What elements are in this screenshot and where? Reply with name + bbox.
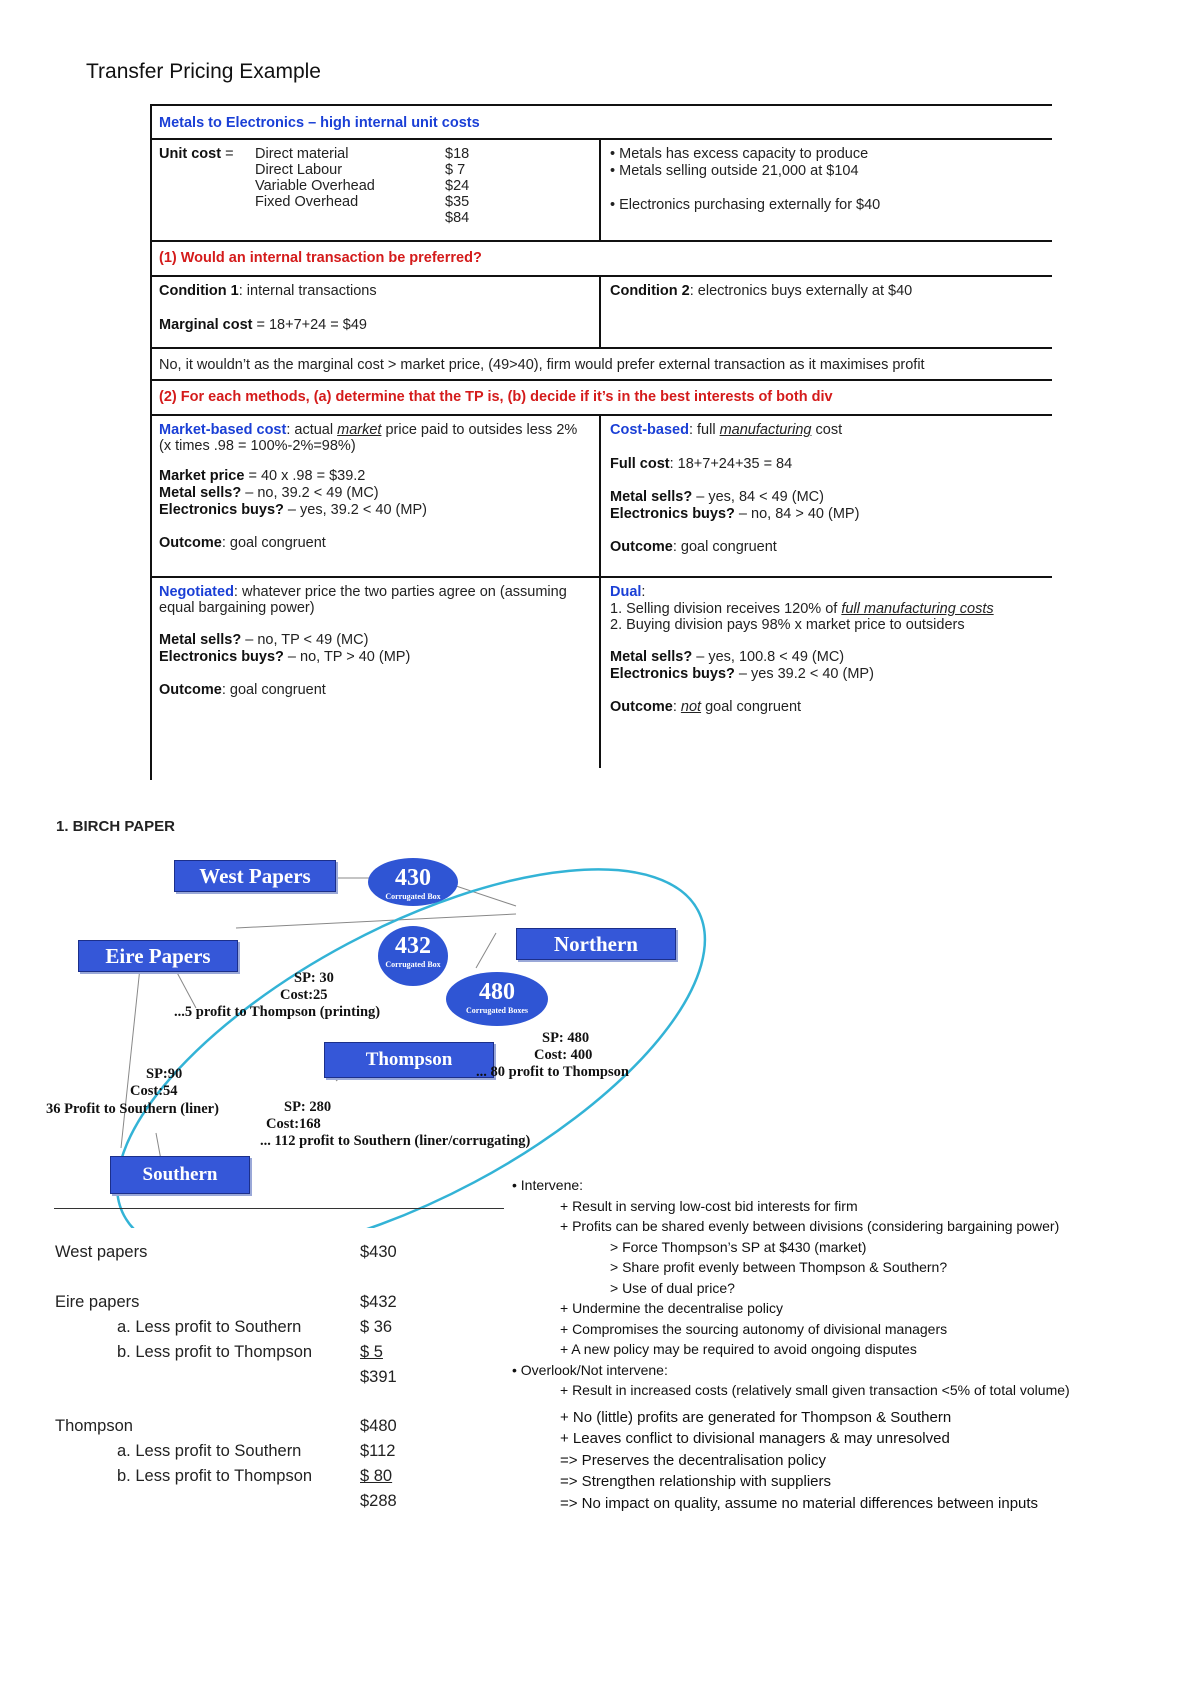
table-header: Metals to Electronics – high internal unit costs [159, 115, 480, 131]
unit-cost-eq: = [225, 146, 234, 162]
dual-item-2: 2. Buying division pays 98% x market price to outsiders [610, 617, 965, 633]
node-thompson: Thompson [324, 1042, 494, 1078]
electronics-buys-text: – no, 84 > 40 (MP) [734, 506, 860, 522]
note-line: > Force Thompson’s SP at $430 (market) [610, 1238, 867, 1255]
calc-label: a. Less profit to Southern [117, 1318, 302, 1336]
methods-row-2 [150, 576, 1052, 768]
cost-based-cell [601, 416, 1052, 576]
negotiated-cell [150, 578, 601, 768]
calc-label: b. Less profit to Thompson [117, 1467, 313, 1485]
marginal-cost-label: Marginal cost [159, 317, 253, 333]
bubble-value: 480 [479, 979, 515, 1005]
calc-label: b. Less profit to Thompson [117, 1343, 313, 1361]
answer-1-row [150, 347, 1052, 379]
note-line: + No (little) profits are generated for Thompson & Southern [560, 1408, 952, 1426]
label-sp-90: SP:90 [146, 1066, 183, 1082]
bubble-430 [368, 858, 458, 906]
label-cost-25: Cost:25 [280, 987, 328, 1003]
calc-label: Thompson [55, 1417, 133, 1435]
outcome-text: : [672, 699, 681, 715]
question-1: (1) Would an internal transaction be preferred? [159, 250, 482, 266]
transfer-pricing-table [150, 104, 1052, 768]
note-line: + Result in increased costs (relatively small given transaction <5% of total volume) [560, 1382, 1070, 1398]
conditions-row [150, 275, 1052, 347]
note-line: => Strengthen relationship with suppliers [560, 1473, 831, 1490]
bubble-caption: Corrugated Box [385, 960, 441, 969]
metal-sells-label: Metal sells? [610, 489, 693, 505]
calc-value: $ 5 [360, 1343, 383, 1361]
full-cost-text: : 18+7+24+35 = 84 [669, 456, 793, 472]
unit-cost-breakdown [159, 146, 590, 226]
metal-sells-text: – no, TP < 49 (MC) [241, 632, 369, 648]
dual-item-1: 1. Selling division receives 120% of [610, 601, 842, 617]
outcome-text: : goal congruent [221, 535, 326, 551]
marginal-cost-text: = 18+7+24 = $49 [252, 317, 367, 333]
electronics-buys-label: Electronics buys? [159, 502, 284, 518]
dual-label: Dual [610, 584, 642, 600]
cost-value: $24 [445, 178, 470, 194]
bubble-432 [378, 926, 448, 986]
electronics-buys-label: Electronics buys? [610, 666, 735, 682]
label-cost-54: Cost:54 [130, 1083, 178, 1099]
outcome-label: Outcome [159, 535, 222, 551]
node-southern: Southern [110, 1156, 250, 1194]
outcome-text: : goal congruent [672, 539, 777, 555]
condition-1-text: : internal transactions [238, 283, 377, 299]
question-2-row [150, 379, 1052, 414]
label-sp-280: SP: 280 [284, 1099, 332, 1115]
note-line: • Intervene: [512, 1177, 584, 1193]
label-sp-30: SP: 30 [294, 970, 334, 986]
answer-1: No, it wouldn’t as the marginal cost > market price, (49>40), firm would prefer external transaction as it maximises profit [159, 357, 925, 373]
calc-value: $ 80 [360, 1467, 393, 1485]
electronics-buys-label: Electronics buys? [610, 506, 735, 522]
calc-value: $430 [360, 1243, 397, 1261]
electronics-buys-text: – yes, 39.2 < 40 (MP) [283, 502, 427, 518]
intervention-notes [512, 1175, 1070, 1514]
unit-cost-cell [150, 140, 601, 240]
outcome-text-2: goal congruent [701, 699, 802, 715]
bubble-caption: Corrugated Boxes [466, 1006, 528, 1015]
cost-value: $18 [445, 146, 470, 162]
condition-2-label: Condition 2 [610, 283, 690, 299]
outcome-label: Outcome [610, 539, 673, 555]
cost-item: Direct Labour [255, 162, 343, 178]
dual-colon: : [641, 584, 646, 600]
label-cost-400: Cost: 400 [534, 1047, 593, 1063]
question-1-row [150, 240, 1052, 275]
condition-1-label: Condition 1 [159, 283, 239, 299]
cost-item: Fixed Overhead [255, 194, 359, 210]
electronics-buys-text: – yes 39.2 < 40 (MP) [734, 666, 874, 682]
note-line: => No impact on quality, assume no material differences between inputs [560, 1494, 1039, 1512]
note-line: + A new policy may be required to avoid ongoing disputes [560, 1341, 917, 1357]
bubble-480 [446, 972, 548, 1026]
note-line: + Undermine the decentralise policy [560, 1300, 783, 1316]
outcome-label: Outcome [159, 682, 222, 698]
calc-label: West papers [55, 1243, 148, 1261]
metal-sells-text: – yes, 100.8 < 49 (MC) [692, 649, 845, 665]
market-price-label: Market price [159, 468, 245, 484]
calc-value: $432 [360, 1293, 397, 1311]
bubble-caption: Corrugated Box [385, 892, 441, 901]
note-line: + Profits can be shared evenly between divisions (considering bargaining power) [560, 1218, 1060, 1234]
negotiated-text: : whatever price the two parties agree on (assuming equal bargaining power) [159, 584, 567, 616]
label-profit-36: 36 Profit to Southern (liner) [46, 1101, 219, 1117]
table-header-row [150, 104, 1052, 138]
cost-based-label: Cost-based [610, 422, 689, 438]
metal-sells-label: Metal sells? [610, 649, 693, 665]
electronics-buys-label: Electronics buys? [159, 649, 284, 665]
condition-2-text: : electronics buys externally at $40 [689, 283, 913, 299]
bubble-value: 430 [395, 865, 431, 891]
market-based-cell [150, 416, 601, 576]
calc-value: $ 36 [360, 1318, 393, 1336]
label-profit-5: ...5 profit to Thompson (printing) [174, 1004, 381, 1020]
market-text-1: : actual [286, 422, 338, 438]
negotiated-label: Negotiated [159, 584, 234, 600]
outcome-underlined: not [680, 699, 702, 715]
note-line: > Share profit evenly between Thompson & Southern? [610, 1259, 948, 1275]
market-price-text: = 40 x .98 = $39.2 [244, 468, 366, 484]
fact-item: Metals selling outside 21,000 at $104 [619, 163, 859, 179]
label-profit-80: ... 80 profit to Thompson [476, 1064, 629, 1080]
metal-sells-text: – yes, 84 < 49 (MC) [692, 489, 824, 505]
node-northern: Northern [516, 928, 676, 960]
label-sp-480: SP: 480 [542, 1030, 590, 1046]
section-heading: 1. BIRCH PAPER [56, 818, 175, 835]
bubble-value: 432 [395, 933, 431, 959]
metal-sells-label: Metal sells? [159, 485, 242, 501]
note-line: • Overlook/Not intervene: [512, 1361, 668, 1378]
condition-2-cell [601, 277, 1052, 347]
note-line: => Preserves the decentralisation policy [560, 1451, 826, 1469]
dual-item-1-underlined: full manufacturing costs [841, 601, 994, 617]
calc-total: $288 [360, 1492, 397, 1510]
label-profit-112: ... 112 profit to Southern (liner/corrugating) [260, 1133, 531, 1149]
outcome-label: Outcome [610, 699, 673, 715]
metal-sells-label: Metal sells? [159, 632, 242, 648]
market-underlined: market [337, 422, 382, 438]
methods-row-1 [150, 414, 1052, 576]
node-west-papers: West Papers [174, 860, 336, 892]
calc-label: a. Less profit to Southern [117, 1442, 302, 1460]
outcome-text: : goal congruent [221, 682, 326, 698]
cost-item [255, 210, 445, 226]
cost-text-1: : full [688, 422, 720, 438]
cost-total: $84 [445, 210, 470, 226]
cost-item: Direct material [255, 146, 349, 162]
note-line: > Use of dual price? [610, 1279, 735, 1296]
label-cost-168: Cost:168 [266, 1116, 321, 1132]
cost-value: $ 7 [445, 162, 466, 178]
unit-cost-label: Unit cost [159, 146, 222, 162]
dual-cell [601, 578, 1052, 768]
market-based-label: Market-based cost [159, 422, 287, 438]
metal-sells-text: – no, 39.2 < 49 (MC) [241, 485, 379, 501]
calc-label: Eire papers [55, 1293, 140, 1311]
note-line: + Leaves conflict to divisional managers & may unresolved [560, 1430, 950, 1447]
note-line: + Compromises the sourcing autonomy of divisional managers [560, 1320, 948, 1337]
electronics-buys-text: – no, TP > 40 (MP) [283, 649, 411, 665]
facts-cell: • Metals has excess capacity to produce • Metals selling outside 21,000 at $104 • Electronics purchasing externally for $40 [610, 146, 881, 213]
divider-line [54, 1208, 504, 1209]
question-2: (2) For each methods, (a) determine that the TP is, (b) decide if it’s in the best interests of both div [159, 389, 833, 405]
calc-total: $391 [360, 1368, 397, 1386]
full-cost-label: Full cost [610, 456, 670, 472]
cost-underlined: manufacturing [719, 422, 812, 438]
unit-cost-row [150, 138, 1052, 240]
page-title: Transfer Pricing Example [86, 60, 321, 83]
cost-value: $35 [445, 194, 470, 210]
cost-item: Variable Overhead [255, 178, 375, 194]
fact-item: Electronics purchasing externally for $40 [619, 197, 881, 213]
note-line: + Result in serving low-cost bid interests for firm [560, 1197, 858, 1214]
market-text-2: price paid to outsides less 2% (x times .98 = 100%-2%=98%) [159, 422, 578, 454]
calc-value: $480 [360, 1417, 397, 1435]
birch-paper-diagram [46, 848, 726, 1228]
fact-item: Metals has excess capacity to produce [619, 146, 869, 162]
calc-value: $112 [360, 1442, 396, 1460]
node-eire-papers: Eire Papers [78, 940, 238, 972]
condition-1-cell [150, 277, 601, 347]
cost-text-2: cost [811, 422, 843, 438]
